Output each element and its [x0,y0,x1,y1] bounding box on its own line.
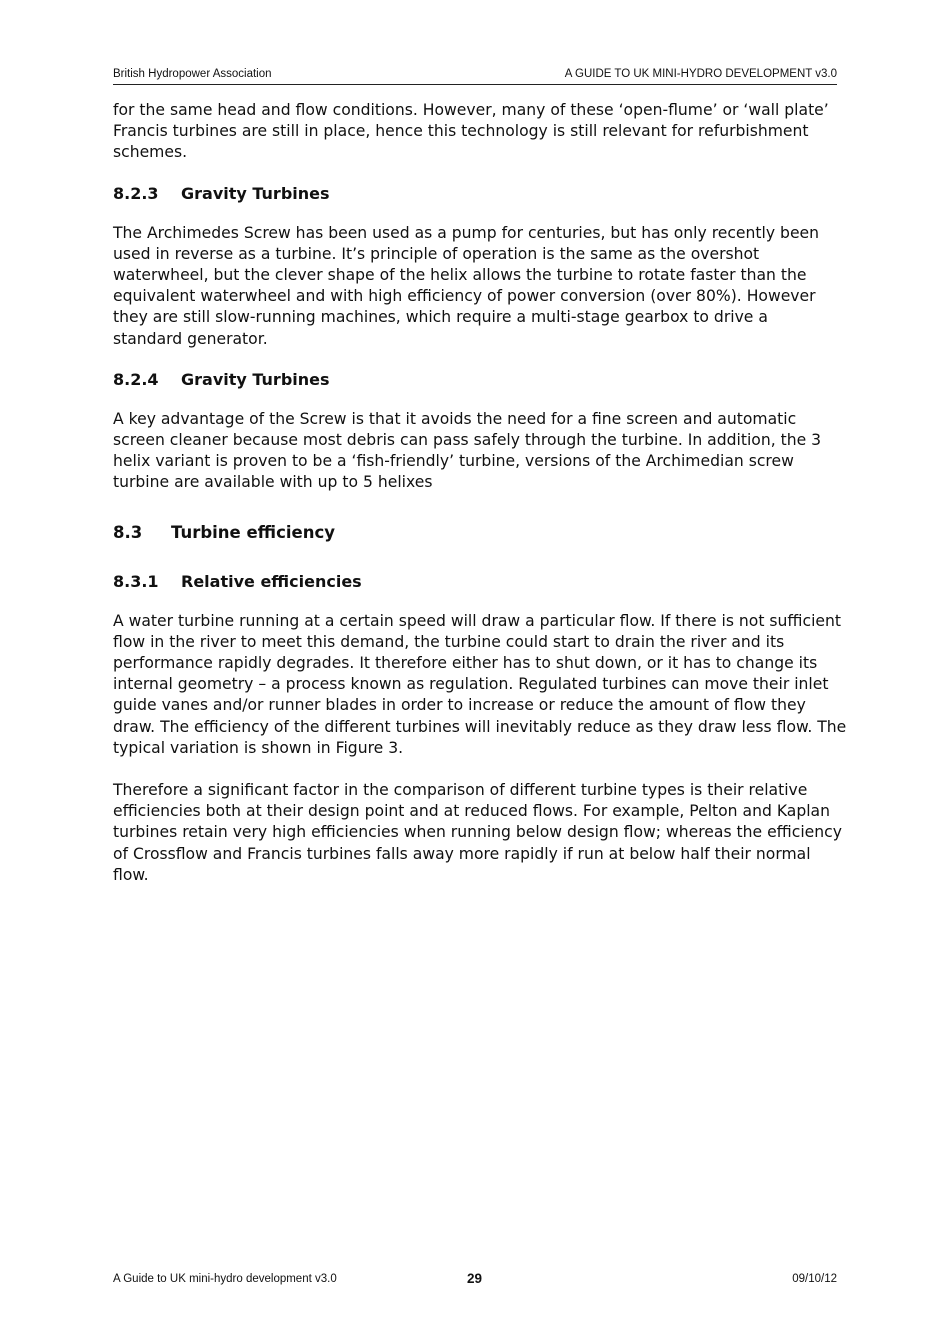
footer-document-title: A Guide to UK mini-hydro development v3.0 [113,1273,337,1285]
section-title: Gravity Turbines [181,183,330,203]
page-footer [113,1271,837,1289]
header-document-title: A GUIDE TO UK MINI-HYDRO DEVELOPMENT v3.0 [564,68,837,80]
section-number: 8.2.3 [113,183,159,203]
intro-paragraph: for the same head and flow conditions. However, many of these ‘open-flume’ or ‘wall plate’ Francis turbines are still in place, hence this technology is still relevant for refurbishment schemes. [113,101,829,162]
section-number: 8.3 [113,522,143,542]
section-title: Turbine efficiency [171,522,335,542]
section-title: Gravity Turbines [181,369,330,389]
page-header [113,66,837,85]
section-number: 8.3.1 [113,571,159,591]
section-title: Relative efficiencies [181,571,362,591]
section-8-3-1-paragraph-2: Therefore a significant factor in the comparison of different turbine types is their relative efficiencies both at their design point and at reduced flows. For example, Pelton and Kaplan turbines retain very high efficiencies when running below design flow; whereas the efficiency of Crossflow and Francis turbines falls away more rapidly if run at below half their normal flow. [113,781,842,884]
header-organization: British Hydropower Association [113,68,272,80]
footer-page-number: 29 [467,1271,483,1286]
section-8-3-1-heading [113,571,853,592]
section-8-3-heading [113,522,853,543]
footer-date: 09/10/12 [792,1273,837,1285]
section-8-2-4-heading [113,369,853,390]
section-8-2-4-paragraph: A key advantage of the Screw is that it avoids the need for a fine screen and automatic screen cleaner because most debris can pass safely through the turbine. In addition, the 3 helix variant is proven to be a ‘fish-friendly’ turbine, versions of the Archimedian screw turbine are available with up to 5 helixes [113,409,822,492]
page-content [113,100,853,886]
section-8-3-1-paragraph-1: A water turbine running at a certain speed will draw a particular flow. If there is not sufficient flow in the river to meet this demand, the turbine could start to drain the river and its performance rapidly degrades. It therefore either has to shut down, or it has to change its internal geometry – a process known as regulation. Regulated turbines can move their inlet guide vanes and/or runner blades in order to increase or reduce the amount of flow they draw. The efficiency of the different turbines will inevitably reduce as they draw less flow. The typical variation is shown in Figure 3. [113,611,847,757]
section-8-2-3-paragraph: The Archimedes Screw has been used as a pump for centuries, but has only recently been used in reverse as a turbine. It’s principle of operation is the same as the overshot waterwheel, but the clever shape of the helix allows the turbine to rotate faster than the equivalent waterwheel and with high efficiency of power conversion (over 80%). However they are still slow-running machines, which require a multi-stage gearbox to drive a standard generator. [113,223,820,348]
section-8-2-3-heading [113,183,853,204]
section-number: 8.2.4 [113,369,159,389]
